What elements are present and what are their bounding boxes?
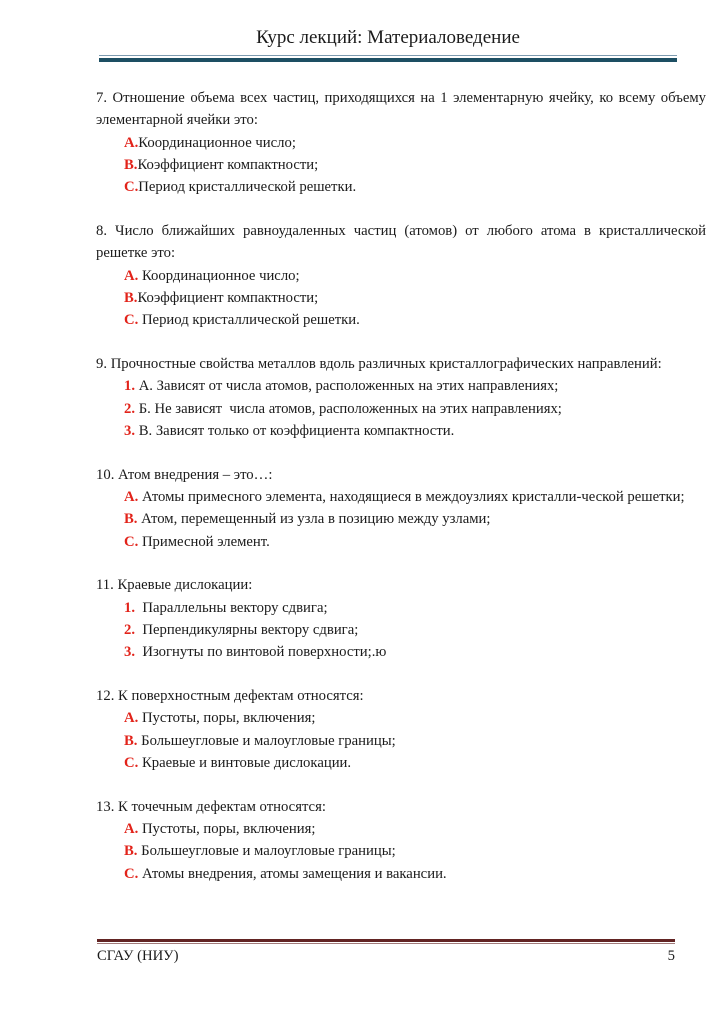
answer-option xyxy=(96,375,706,397)
answer-option xyxy=(96,641,706,663)
question-text: 9. Прочностные свойства металлов вдоль различных кристаллографических направлений: xyxy=(96,355,662,372)
option-marker: C. xyxy=(124,312,139,329)
footer-institution: СГАУ (НИУ) xyxy=(97,948,179,964)
option-marker: A. xyxy=(124,134,139,151)
option-text: Пустоты, поры, включения; xyxy=(138,710,316,727)
option-text: Большеугловые и малоугловые границы; xyxy=(137,732,396,749)
answer-option xyxy=(96,752,706,774)
option-marker: 1. xyxy=(124,599,136,616)
question-block xyxy=(96,796,706,885)
answer-option xyxy=(96,265,706,287)
answer-option xyxy=(96,309,706,331)
option-text: Перпендикулярны вектору сдвига; xyxy=(135,621,359,638)
option-text: Пустоты, поры, включения; xyxy=(138,821,316,838)
option-marker: C. xyxy=(124,754,139,771)
question-block xyxy=(96,574,706,663)
answer-option xyxy=(96,597,706,619)
options-list xyxy=(96,486,706,553)
option-text: Координационное число; xyxy=(138,267,300,284)
option-marker: 2. xyxy=(124,621,136,638)
page-header xyxy=(99,0,677,62)
options-list xyxy=(96,265,706,332)
option-text: Координационное число; xyxy=(138,134,296,151)
option-marker: C. xyxy=(124,533,139,550)
answer-option xyxy=(96,863,706,885)
option-marker: A. xyxy=(124,267,139,284)
option-marker: 3. xyxy=(124,644,136,661)
option-text: Примесной элемент. xyxy=(138,533,270,550)
options-list xyxy=(96,818,706,885)
answer-option xyxy=(96,176,706,198)
option-marker: B. xyxy=(124,511,138,528)
option-marker: B. xyxy=(124,843,138,860)
options-list xyxy=(96,597,706,664)
question-text: 7. Отношение объема всех частиц, приходящихся на 1 элементарную ячейку, ко всему объему элементарной ячейки это: xyxy=(96,90,706,129)
option-marker: 2. xyxy=(124,400,136,417)
option-text: Коэффициент компактности; xyxy=(137,156,319,173)
option-text: А. Зависят от числа атомов, расположенных на этих направлениях; xyxy=(135,378,559,395)
option-text: В. Зависят только от коэффициента компактности. xyxy=(135,422,455,439)
answer-option xyxy=(96,486,706,508)
option-text: Изогнуты по винтовой поверхности;.ю xyxy=(135,644,387,661)
option-text: Краевые и винтовые дислокации. xyxy=(138,754,352,771)
questions-area xyxy=(96,87,706,885)
option-text: Атомы внедрения, атомы замещения и вакансии. xyxy=(138,865,447,882)
footer-row xyxy=(97,944,675,967)
question-text: 12. К поверхностным дефектам относятся: xyxy=(96,688,364,705)
answer-option xyxy=(96,154,706,176)
question-block xyxy=(96,220,706,331)
answer-option xyxy=(96,132,706,154)
option-marker: A. xyxy=(124,821,139,838)
option-text: Атомы примесного элемента, находящиеся в междоузлиях кристалли-ческой решетки; xyxy=(138,488,685,505)
answer-option xyxy=(96,531,706,553)
answer-option xyxy=(96,730,706,752)
answer-option xyxy=(96,398,706,420)
option-marker: B. xyxy=(124,732,138,749)
options-list xyxy=(96,707,706,774)
answer-option xyxy=(96,707,706,729)
answer-option xyxy=(96,818,706,840)
option-marker: 1. xyxy=(124,378,136,395)
answer-option xyxy=(96,420,706,442)
question-block xyxy=(96,87,706,198)
option-text: Коэффициент компактности; xyxy=(137,289,319,306)
option-marker: B. xyxy=(124,156,138,173)
option-marker: A. xyxy=(124,488,139,505)
option-marker: 3. xyxy=(124,422,136,439)
question-block xyxy=(96,464,706,553)
option-text: Параллельны вектору сдвига; xyxy=(135,599,328,616)
option-text: Период кристаллической решетки. xyxy=(138,179,357,196)
options-list xyxy=(96,132,706,199)
question-block xyxy=(96,353,706,442)
option-text: Период кристаллической решетки. xyxy=(138,312,360,329)
page-footer xyxy=(97,939,675,967)
question-block xyxy=(96,685,706,774)
question-text: 8. Число ближайших равноудаленных частиц (атомов) от любого атома в кристаллической решетке это: xyxy=(96,222,706,262)
option-marker: A. xyxy=(124,710,139,727)
answer-option xyxy=(96,287,706,309)
question-text: 10. Атом внедрения – это…: xyxy=(96,466,273,483)
header-divider-rule xyxy=(99,55,677,62)
option-marker: C. xyxy=(124,865,139,882)
question-text: 11. Краевые дислокации: xyxy=(96,577,253,594)
option-marker: C. xyxy=(124,179,139,196)
page-number: 5 xyxy=(667,948,675,964)
answer-option xyxy=(96,619,706,641)
option-marker: B. xyxy=(124,289,138,306)
options-list xyxy=(96,375,706,442)
option-text: Б. Не зависят числа атомов, расположенных на этих направлениях; xyxy=(135,400,562,417)
question-text: 13. К точечным дефектам относятся: xyxy=(96,798,326,815)
option-text: Большеугловые и малоугловые границы; xyxy=(137,843,396,860)
answer-option xyxy=(96,840,706,862)
option-text: Атом, перемещенный из узла в позицию между узлами; xyxy=(137,511,491,528)
page-title: Курс лекций: Материаловедение xyxy=(256,27,520,48)
answer-option xyxy=(96,508,706,530)
